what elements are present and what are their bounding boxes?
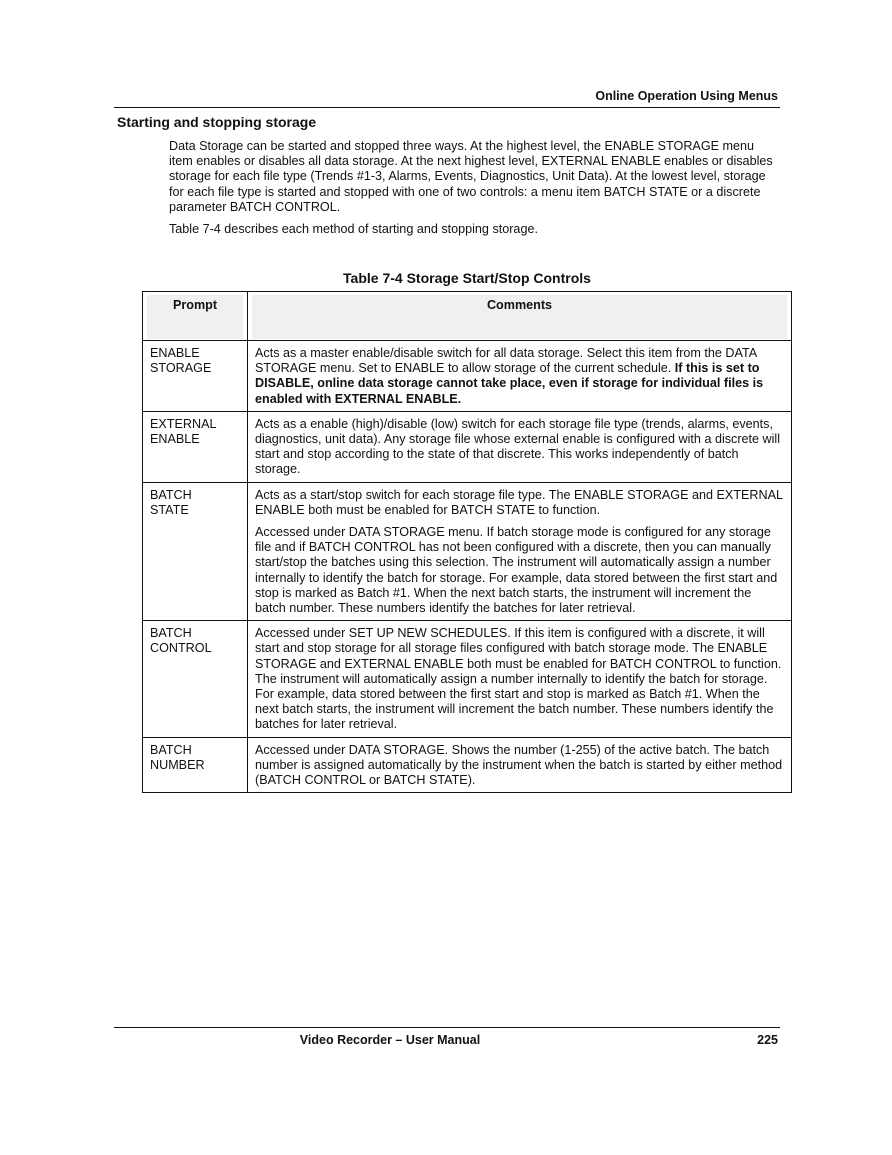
comment-text: Accessed under SET UP NEW SCHEDULES. If this item is configured with a discrete, it will start and stop storage for all storage files configured with batch storage mode. The ENABLE STORAGE and EXTERNAL ENABLE both must be enabled for BATCH CONTROL to function. The instrument will automatically assign a number internally to identify the batch for storage. For example, data stored between the first start and stop is marked as Batch #1. When the next batch starts, the instrument will increment the batch number. These numbers identify the batches for later retrieval. — [255, 626, 782, 732]
comment-cell — [248, 621, 792, 737]
prompt-line: BATCH — [150, 626, 192, 641]
header-rule — [114, 107, 780, 108]
table-row — [143, 621, 792, 737]
storage-controls-table — [142, 291, 792, 793]
prompt-cell — [143, 621, 248, 737]
comment-text: Accessed under DATA STORAGE. Shows the number (1-255) of the active batch. The batch number is assigned automatically by the instrument when the batch is started by either method (BATCH CONTROL or BATCH STATE). — [255, 742, 783, 788]
comment-cell — [248, 411, 792, 482]
prompt-cell — [143, 737, 248, 793]
prompt-cell — [143, 482, 248, 621]
prompt-line: BATCH — [150, 487, 192, 502]
prompt-line: ENABLE — [150, 432, 200, 447]
table-row — [143, 737, 792, 793]
comment-plain-text: Acts as a master enable/disable switch for all data storage. Select this item from the DATA STORAGE menu. Set to ENABLE to allow storage of the current schedule. — [255, 346, 757, 376]
comments-column-header: Comments — [248, 292, 792, 341]
table-reference-paragraph: Table 7-4 describes each method of starting and stopping storage. — [169, 222, 538, 236]
running-header: Online Operation Using Menus — [595, 89, 778, 103]
footer-rule — [114, 1027, 780, 1028]
footer-title: Video Recorder – User Manual — [299, 1033, 481, 1047]
prompt-line: CONTROL — [150, 641, 212, 656]
prompt-column-header: Prompt — [143, 292, 248, 341]
comment-text: Acts as a enable (high)/disable (low) switch for each storage file type (trends, alarms, events, diagnostics, unit data). Any storage file whose external enable is configured with a discrete will start and stop according to the state of that discrete. This works independently of batch storage. — [255, 416, 781, 477]
comment-cell — [248, 737, 792, 793]
table-row — [143, 341, 792, 412]
page-number: 225 — [757, 1033, 778, 1047]
comment-text — [255, 346, 784, 407]
intro-paragraph: Data Storage can be started and stopped three ways. At the highest level, the ENABLE STORAGE menu item enables or disables all data storage. At the next highest level, EXTERNAL ENABLE enables or disables storage for each file type (Trends #1-3, Alarms, Events, Diagnostics, Unit Data). At the lowest level, storage for each file type is started and stopped with one of two controls: a menu item BATCH STATE or a discrete parameter BATCH CONTROL. — [169, 139, 773, 214]
prompt-cell — [143, 411, 248, 482]
prompt-line: ENABLE — [150, 346, 200, 360]
comment-bold-text: If this is set to DISABLE, online data storage cannot take place, even if storage for individual files is enabled with EXTERNAL ENABLE. — [255, 361, 764, 406]
prompt-line: NUMBER — [150, 757, 205, 772]
table-row — [143, 482, 792, 621]
prompt-line: STORAGE — [150, 361, 212, 376]
section-heading: Starting and stopping storage — [117, 114, 317, 130]
table-caption: Table 7-4 Storage Start/Stop Controls — [343, 270, 591, 286]
prompt-line: BATCH — [150, 742, 192, 757]
comment-cell — [248, 482, 792, 621]
table-header-row — [143, 292, 792, 341]
prompt-cell — [143, 341, 248, 412]
prompt-line: EXTERNAL — [150, 416, 217, 431]
comment-cell — [248, 341, 792, 412]
comment-text: Acts as a start/stop switch for each storage file type. The ENABLE STORAGE and EXTERNAL ENABLE both must be enabled for BATCH STATE to function. — [255, 487, 783, 517]
comment-text: Accessed under DATA STORAGE menu. If batch storage mode is configured for any storage file and if BATCH CONTROL has not been configured with a discrete, then you can manually start/stop the batches using this selection. The instrument will automatically assign a number internally to identify the batch for storage. For example, data stored between the first start and stop is marked as Batch #1. When the next batch starts, the instrument will increment the batch number. These numbers identify the batches for later retrieval. — [255, 525, 778, 616]
table-row — [143, 411, 792, 482]
prompt-line: STATE — [150, 502, 189, 517]
